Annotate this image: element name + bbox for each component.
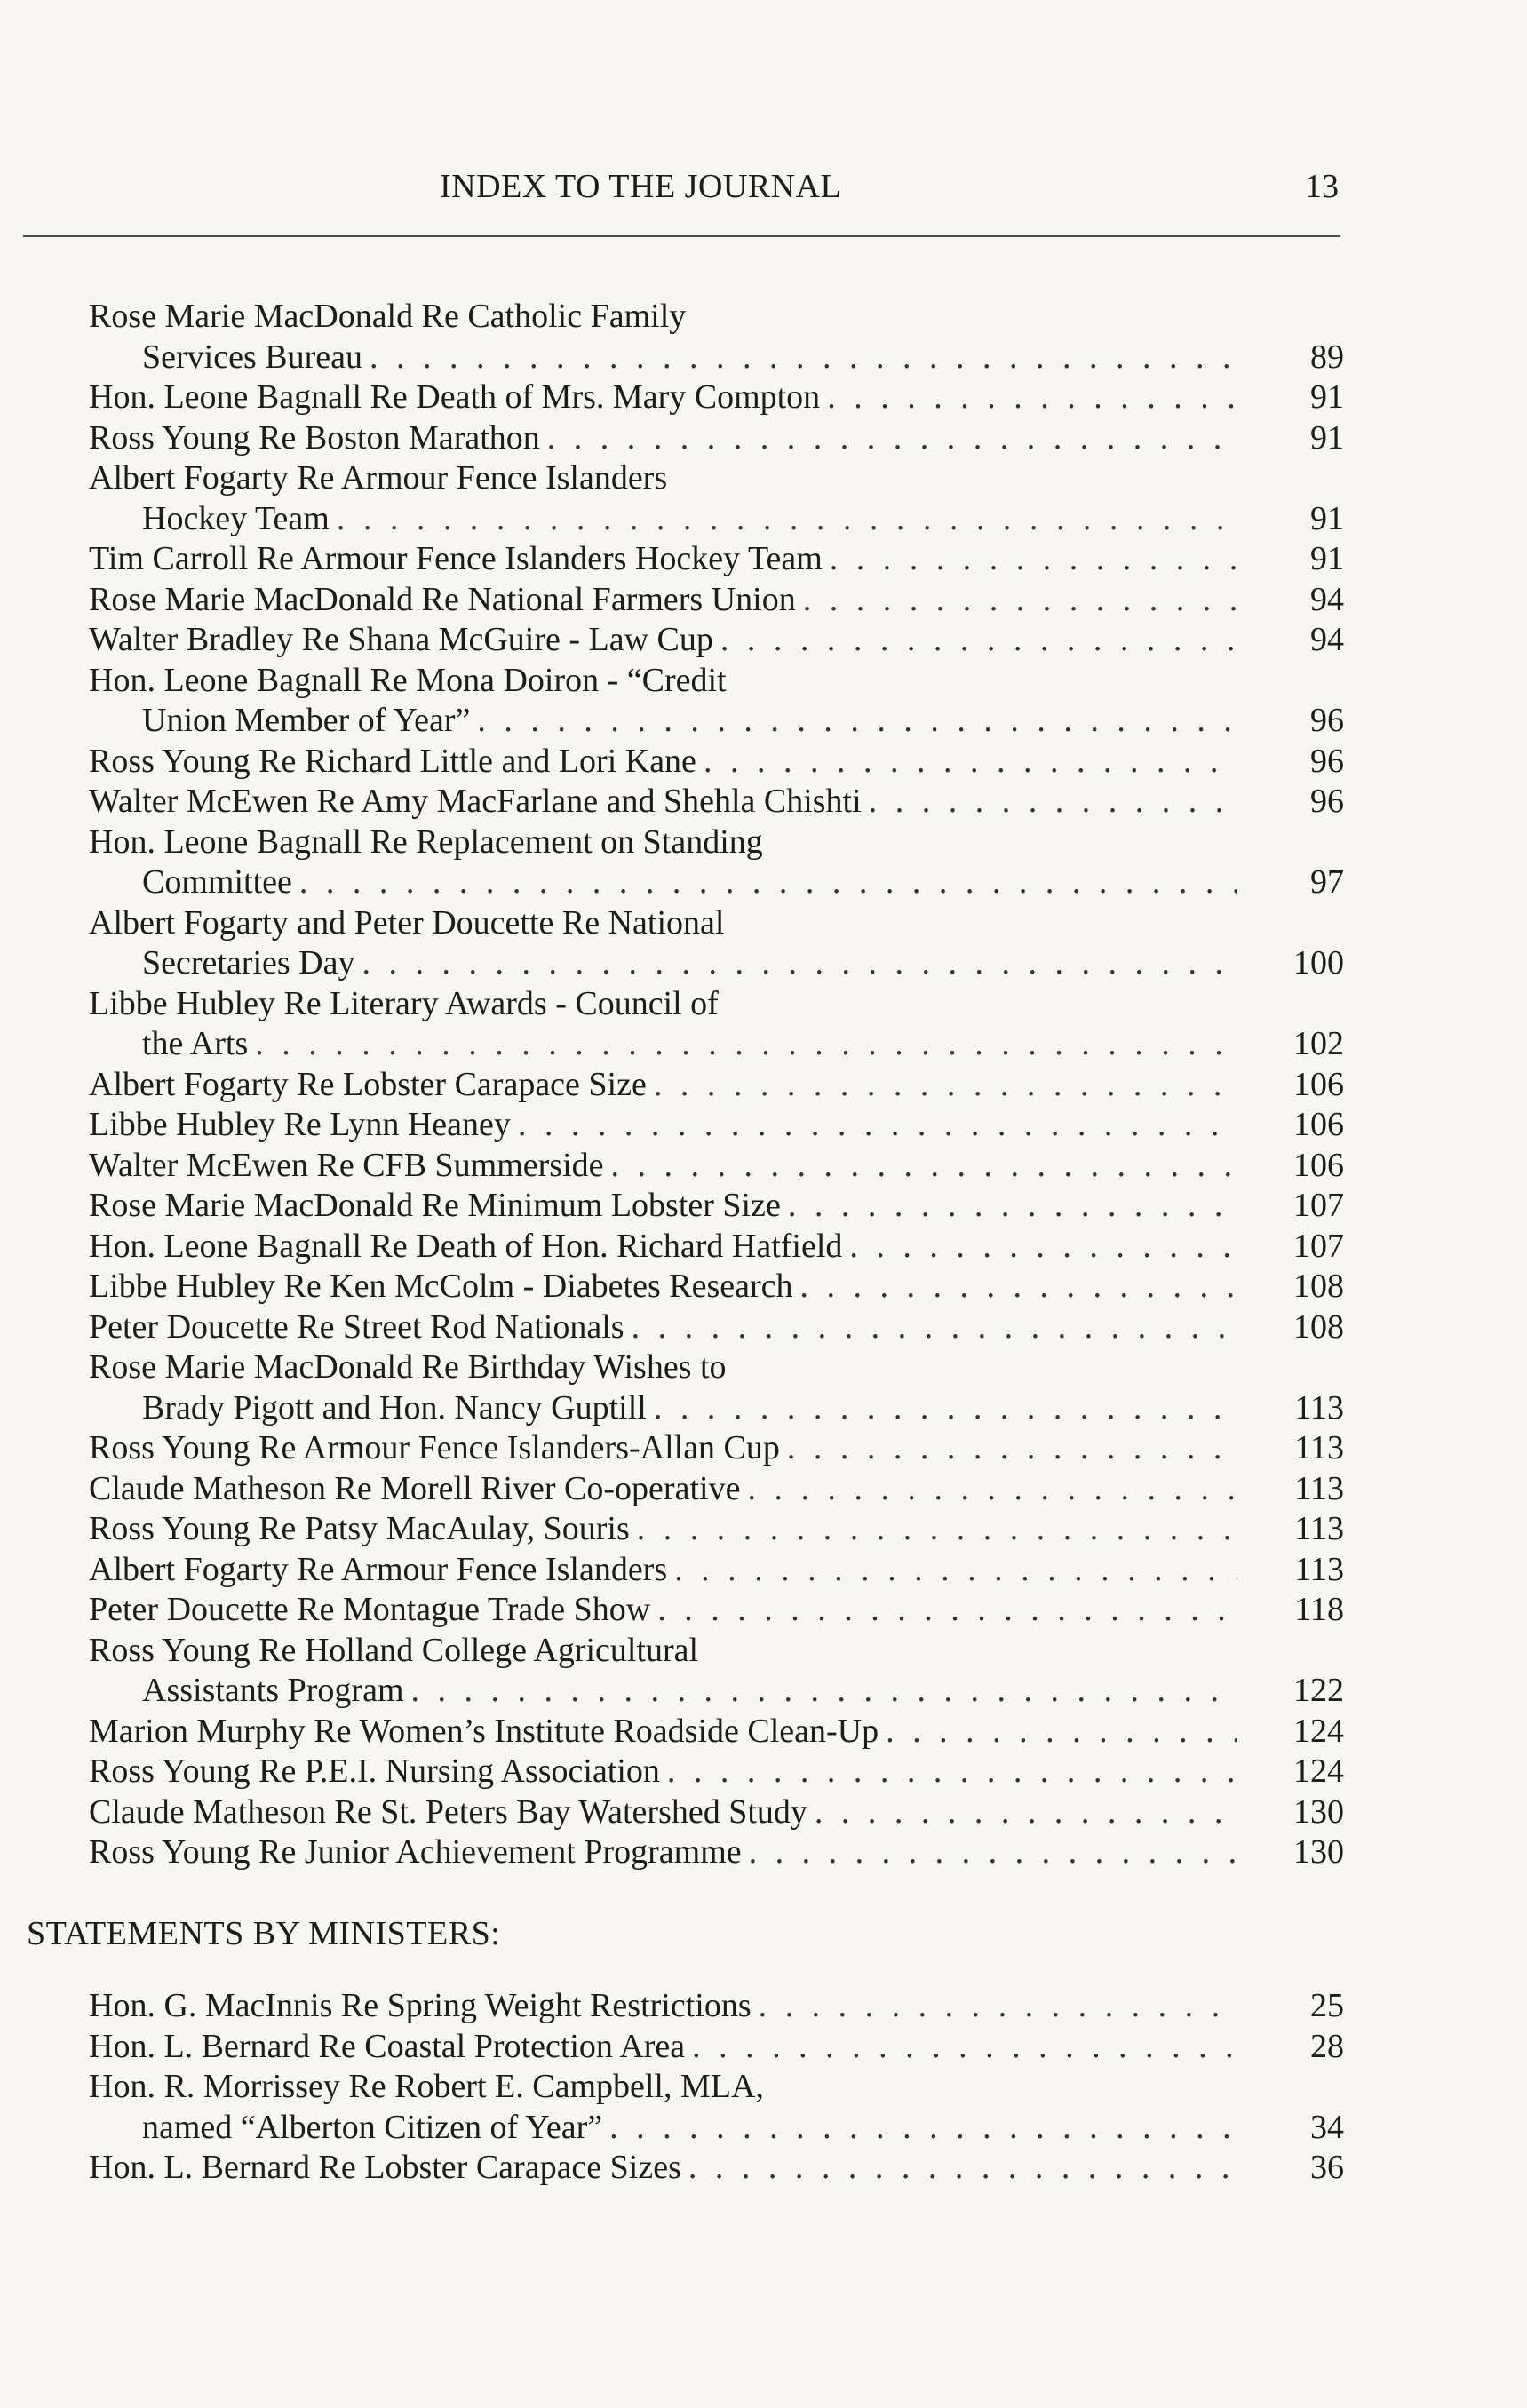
index-entry <box>89 620 1344 661</box>
entry-continuation-line <box>89 862 1344 903</box>
index-entry <box>89 2148 1344 2189</box>
dot-leader <box>720 620 1237 661</box>
index-entry <box>89 1509 1344 1550</box>
entry-line <box>89 377 1344 418</box>
dot-leader <box>849 1227 1237 1268</box>
index-entry <box>89 1590 1344 1631</box>
entry-line <box>89 984 1344 1025</box>
entry-text: Ross Young Re Boston Marathon <box>89 418 540 457</box>
entry-continuation-line <box>89 1024 1344 1065</box>
index-entry <box>89 1631 1344 1712</box>
dot-leader <box>362 943 1238 984</box>
entry-continuation-line <box>89 701 1344 742</box>
dot-leader <box>800 1267 1238 1307</box>
entry-line <box>89 1712 1344 1752</box>
entry-line <box>89 1832 1344 1873</box>
dot-leader <box>299 862 1237 903</box>
entry-line <box>89 1792 1344 1833</box>
entry-line <box>89 1105 1344 1146</box>
dot-leader <box>667 1752 1237 1792</box>
entry-line <box>89 1550 1344 1591</box>
entry-text: Libbe Hubley Re Lynn Heaney <box>89 1106 511 1143</box>
entry-line <box>89 782 1344 823</box>
entry-text: Peter Doucette Re Street Rod Nationals <box>89 1307 624 1346</box>
entry-line <box>89 580 1344 621</box>
running-head <box>0 167 1527 211</box>
index-entry <box>89 1832 1344 1873</box>
entry-text: Claude Matheson Re St. Peters Bay Watershed Study <box>89 1792 807 1831</box>
entry-line <box>89 620 1344 661</box>
entry-text: the Arts <box>142 1025 249 1062</box>
entry-text: Walter Bradley Re Shana McGuire - Law Cup <box>89 621 713 658</box>
entry-page-number: 130 <box>1293 1792 1344 1831</box>
entry-line <box>89 539 1344 580</box>
entry-text: Ross Young Re Holland College Agricultural <box>89 1631 699 1669</box>
entry-text: Ross Young Re Richard Little and Lori Kane <box>89 742 696 780</box>
entry-text: Hon. Leone Bagnall Re Mona Doiron - “Credit <box>89 661 727 699</box>
index-entry <box>89 1986 1344 2027</box>
entry-page-number: 91 <box>1310 378 1344 416</box>
entry-text: Libbe Hubley Re Ken McColm - Diabetes Research <box>89 1268 793 1305</box>
entry-line <box>89 1631 1344 1672</box>
entry-text: Assistants Program <box>142 1672 404 1709</box>
entry-text: Committee <box>142 863 292 901</box>
dot-leader <box>759 1986 1237 2027</box>
entry-text: Union Member of Year” <box>142 702 471 739</box>
dot-leader <box>657 1590 1237 1631</box>
entry-page-number: 113 <box>1294 1550 1344 1588</box>
dot-leader <box>632 1307 1237 1348</box>
dot-leader <box>674 1550 1237 1591</box>
section-heading-statements-by-ministers: STATEMENTS BY MINISTERS: <box>27 1915 501 1952</box>
entry-line <box>89 1590 1344 1631</box>
entry-page-number: 107 <box>1293 1227 1344 1265</box>
entry-continuation-line <box>89 1671 1344 1712</box>
index-entry <box>89 1227 1344 1268</box>
entry-page-number: 108 <box>1293 1307 1344 1346</box>
entry-line <box>89 1986 1344 2027</box>
header-rule <box>23 235 1340 237</box>
entry-line <box>89 297 1344 338</box>
entry-text: Rose Marie MacDonald Re National Farmers Union <box>89 580 796 618</box>
entry-text: Hon. L. Bernard Re Coastal Protection Area <box>89 2027 686 2065</box>
entry-text: Albert Fogarty Re Armour Fence Islanders <box>89 1550 668 1588</box>
entry-page-number: 107 <box>1293 1187 1344 1224</box>
entry-text: Hon. Leone Bagnall Re Death of Hon. Richard Hatfield <box>89 1227 843 1265</box>
dot-leader <box>704 742 1237 783</box>
index-entry <box>89 1267 1344 1307</box>
entry-page-number: 106 <box>1293 1146 1344 1184</box>
index-entry <box>89 1550 1344 1591</box>
entry-continuation-line <box>89 499 1344 540</box>
entry-page-number: 25 <box>1310 1987 1344 2024</box>
entry-text: named “Alberton Citizen of Year” <box>142 2108 603 2146</box>
entry-text: Services Bureau <box>142 338 362 376</box>
entry-page-number: 113 <box>1294 1388 1344 1427</box>
entry-text: Rose Marie MacDonald Re Catholic Family <box>89 298 687 335</box>
index-entry <box>89 1065 1344 1106</box>
index-entry <box>89 782 1344 823</box>
entry-line <box>89 458 1344 499</box>
entry-page-number: 118 <box>1294 1591 1344 1628</box>
entry-text: Tim Carroll Re Armour Fence Islanders Hockey Team <box>89 540 823 577</box>
index-entry <box>89 539 1344 580</box>
entry-text: Rose Marie MacDonald Re Minimum Lobster Size <box>89 1187 781 1224</box>
entry-text: Ross Young Re Patsy MacAulay, Souris <box>89 1510 630 1547</box>
index-entry <box>89 1469 1344 1510</box>
entry-line <box>89 2067 1344 2108</box>
entry-page-number: 130 <box>1293 1833 1344 1871</box>
entry-text: Ross Young Re P.E.I. Nursing Association <box>89 1752 660 1790</box>
dot-leader <box>411 1671 1238 1712</box>
entry-text: Hon. Leone Bagnall Re Death of Mrs. Mary Compton <box>89 378 821 416</box>
entry-text: Hon. G. MacInnis Re Spring Weight Restrictions <box>89 1987 752 2024</box>
dot-leader <box>788 1186 1237 1227</box>
entry-page-number: 124 <box>1293 1712 1344 1750</box>
entry-line <box>89 2027 1344 2068</box>
entry-text: Claude Matheson Re Morell River Co-operative <box>89 1469 741 1507</box>
entry-page-number: 108 <box>1293 1268 1344 1305</box>
entry-page-number: 91 <box>1310 540 1344 577</box>
entry-line <box>89 1428 1344 1469</box>
entry-line <box>89 903 1344 944</box>
dot-leader <box>749 1832 1237 1873</box>
entry-page-number: 122 <box>1293 1672 1344 1709</box>
index-entry <box>89 2067 1344 2148</box>
index-entry <box>89 377 1344 418</box>
entry-page-number: 102 <box>1293 1025 1344 1062</box>
entry-text: Albert Fogarty and Peter Doucette Re National <box>89 903 725 942</box>
entry-continuation-line <box>89 943 1344 984</box>
index-entry <box>89 580 1344 621</box>
index-entry <box>89 1186 1344 1227</box>
entry-text: Libbe Hubley Re Literary Awards - Council of <box>89 984 719 1022</box>
index-entry <box>89 418 1344 459</box>
entry-text: Albert Fogarty Re Armour Fence Islanders <box>89 459 668 497</box>
index-entry <box>89 661 1344 742</box>
entry-line <box>89 1752 1344 1792</box>
dot-leader <box>609 2108 1237 2149</box>
entry-page-number: 106 <box>1293 1065 1344 1103</box>
entry-line <box>89 1065 1344 1106</box>
page-number: 13 <box>1305 168 1339 205</box>
entry-text: Hon. R. Morrissey Re Robert E. Campbell, MLA, <box>89 2068 764 2105</box>
entry-text: Ross Young Re Junior Achievement Programme <box>89 1833 742 1871</box>
entry-line <box>89 661 1344 702</box>
entry-page-number: 113 <box>1294 1429 1344 1466</box>
dot-leader <box>654 1388 1237 1429</box>
index-entry <box>89 1347 1344 1428</box>
index-entry <box>89 2027 1344 2068</box>
entry-text: Ross Young Re Armour Fence Islanders-Allan Cup <box>89 1429 780 1466</box>
dot-leader <box>547 418 1237 459</box>
entry-line <box>89 1469 1344 1510</box>
entry-text: Secretaries Day <box>142 944 355 981</box>
entry-page-number: 100 <box>1293 944 1344 981</box>
entry-line <box>89 1267 1344 1307</box>
entry-page-number: 97 <box>1310 863 1344 901</box>
index-entry <box>89 984 1344 1065</box>
entry-page-number: 91 <box>1310 499 1344 537</box>
entry-line <box>89 1227 1344 1268</box>
entry-continuation-line <box>89 2108 1344 2149</box>
entry-page-number: 113 <box>1294 1469 1344 1507</box>
dot-leader <box>692 2027 1237 2068</box>
entry-line <box>89 1347 1344 1388</box>
index-entry <box>89 823 1344 903</box>
index-entry <box>89 1752 1344 1792</box>
dot-leader <box>827 377 1237 418</box>
entry-page-number: 94 <box>1310 621 1344 658</box>
entry-page-number: 96 <box>1310 742 1344 780</box>
dot-leader <box>337 499 1237 540</box>
entry-continuation-line <box>89 338 1344 378</box>
entry-page-number: 89 <box>1310 338 1344 376</box>
index-entry <box>89 1428 1344 1469</box>
dot-leader <box>815 1792 1237 1833</box>
dot-leader <box>255 1024 1237 1065</box>
index-entry <box>89 297 1344 377</box>
index-entry <box>89 1792 1344 1833</box>
dot-leader <box>654 1065 1237 1106</box>
index-entry <box>89 903 1344 984</box>
running-title: INDEX TO THE JOURNAL <box>440 168 842 205</box>
index-entry <box>89 742 1344 783</box>
entry-line <box>89 1146 1344 1187</box>
dot-leader <box>747 1469 1237 1510</box>
entry-text: Brady Pigott and Hon. Nancy Guptill <box>142 1388 647 1427</box>
entry-text: Marion Murphy Re Women’s Institute Roadside Clean-Up <box>89 1712 879 1750</box>
index-entry <box>89 1307 1344 1348</box>
entry-line <box>89 1186 1344 1227</box>
entry-page-number: 91 <box>1310 418 1344 457</box>
entry-line <box>89 418 1344 459</box>
index-entry <box>89 458 1344 539</box>
entry-line <box>89 2148 1344 2189</box>
entry-page-number: 106 <box>1293 1106 1344 1143</box>
entry-continuation-line <box>89 1388 1344 1429</box>
entry-page-number: 96 <box>1310 783 1344 820</box>
dot-leader <box>803 580 1237 621</box>
entry-page-number: 94 <box>1310 580 1344 618</box>
entry-text: Hon. L. Bernard Re Lobster Carapace Sizes <box>89 2149 681 2186</box>
entry-text: Hon. Leone Bagnall Re Replacement on Standing <box>89 823 763 861</box>
entry-page-number: 28 <box>1310 2027 1344 2065</box>
entry-page-number: 34 <box>1310 2108 1344 2146</box>
entry-text: Albert Fogarty Re Lobster Carapace Size <box>89 1065 647 1103</box>
entry-page-number: 96 <box>1310 702 1344 739</box>
entry-page-number: 124 <box>1293 1752 1344 1790</box>
entry-text: Peter Doucette Re Montague Trade Show <box>89 1591 651 1628</box>
dot-leader <box>370 338 1237 378</box>
index-entry <box>89 1105 1344 1146</box>
entry-line <box>89 742 1344 783</box>
entry-text: Walter McEwen Re CFB Summerside <box>89 1146 604 1184</box>
dot-leader <box>869 782 1237 823</box>
dot-leader <box>688 2148 1237 2189</box>
entry-line <box>89 1509 1344 1550</box>
dot-leader <box>477 701 1237 742</box>
dot-leader <box>637 1509 1237 1550</box>
entry-page-number: 36 <box>1310 2149 1344 2186</box>
dot-leader <box>518 1105 1237 1146</box>
dot-leader <box>830 539 1237 580</box>
entry-text: Hockey Team <box>142 499 330 537</box>
entry-page-number: 113 <box>1294 1510 1344 1547</box>
entry-line <box>89 1307 1344 1348</box>
index-entry <box>89 1146 1344 1187</box>
dot-leader <box>611 1146 1237 1187</box>
dot-leader <box>886 1712 1237 1752</box>
entry-line <box>89 823 1344 863</box>
entry-text: Walter McEwen Re Amy MacFarlane and Shehla Chishti <box>89 783 862 820</box>
index-entry <box>89 1712 1344 1752</box>
dot-leader <box>787 1428 1237 1469</box>
entry-text: Rose Marie MacDonald Re Birthday Wishes to <box>89 1348 727 1386</box>
